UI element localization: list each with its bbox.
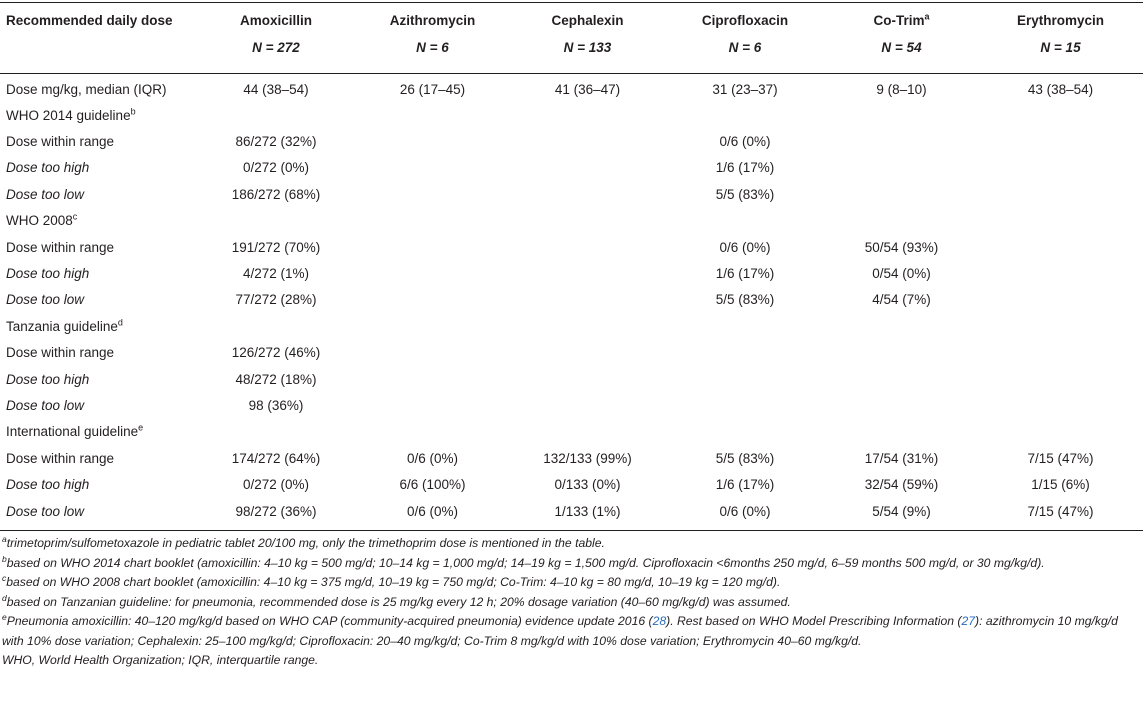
table-cell xyxy=(978,313,1143,339)
footnote-mark: a xyxy=(2,533,7,544)
header-label: Erythromycin xyxy=(1016,13,1105,28)
table-cell: 191/272 (70%) xyxy=(231,239,321,255)
row-label xyxy=(0,340,197,366)
row-label xyxy=(0,498,197,524)
table-cell xyxy=(355,419,510,445)
sample-size: N = 6 xyxy=(416,40,449,55)
table-cell: 5/5 (83%) xyxy=(715,450,775,466)
table-cell xyxy=(665,340,825,366)
column-header-n xyxy=(510,34,665,64)
table-cell: 126/272 (46%) xyxy=(231,345,321,361)
row-label xyxy=(0,64,197,102)
row-label-text: Tanzania guideline xyxy=(6,318,118,334)
table-cell: 98 (36%) xyxy=(248,397,304,413)
table-cell xyxy=(355,260,510,286)
table-cell: 132/133 (99%) xyxy=(543,450,632,466)
table-cell: 0/6 (0%) xyxy=(719,134,771,150)
header-label: Co-Trim xyxy=(873,13,925,28)
column-header-n xyxy=(355,34,510,64)
row-label xyxy=(0,181,197,207)
header-label: Recommended daily dose xyxy=(6,13,173,28)
row-label xyxy=(0,419,197,445)
table-cell: 174/272 (64%) xyxy=(231,450,321,466)
table-cell xyxy=(825,366,978,392)
row-label-text: Dose too low xyxy=(6,397,85,413)
table-row xyxy=(0,155,1143,181)
table-cell xyxy=(355,208,510,234)
table-cell xyxy=(510,260,665,286)
table-cell: 186/272 (68%) xyxy=(231,186,321,202)
table-cell: 1/6 (17%) xyxy=(715,160,775,176)
table-cell xyxy=(510,102,665,128)
table-row xyxy=(0,260,1143,286)
table-cell: 0/6 (0%) xyxy=(719,239,771,255)
row-label-text: Dose too high xyxy=(6,477,90,493)
table-cell xyxy=(510,340,665,366)
table-cell xyxy=(355,313,510,339)
table-row xyxy=(0,498,1143,524)
table-header xyxy=(0,3,1143,64)
footnote-e xyxy=(2,612,1138,651)
table-cell xyxy=(825,419,978,445)
table-cell xyxy=(978,208,1143,234)
table-cell: 0/272 (0%) xyxy=(242,160,310,176)
table-cell: 0/6 (0%) xyxy=(406,503,459,519)
table-row xyxy=(0,64,1143,102)
row-label xyxy=(0,392,197,418)
row-label-text: Dose too low xyxy=(6,503,85,519)
table-cell xyxy=(978,234,1143,260)
table-cell: 1/15 (6%) xyxy=(1031,477,1090,493)
footnote-text: ). Rest based on WHO Model Prescribing Information ( xyxy=(666,614,962,628)
table-cell xyxy=(510,392,665,418)
table-cell: 1/6 (17%) xyxy=(715,266,775,282)
footnote-mark: e xyxy=(2,611,7,622)
column-header-drug xyxy=(510,3,665,34)
table-cell xyxy=(665,208,825,234)
table-cell: 77/272 (28%) xyxy=(235,292,317,308)
table-cell xyxy=(355,392,510,418)
row-label xyxy=(0,102,197,128)
table-cell: 5/5 (83%) xyxy=(715,186,775,202)
table-cell xyxy=(825,181,978,207)
column-header-n xyxy=(0,34,197,64)
table-cell xyxy=(978,155,1143,181)
row-label-text: Dose within range xyxy=(6,450,115,466)
footnote-mark: b xyxy=(130,106,136,117)
row-label xyxy=(0,128,197,154)
table-cell xyxy=(510,366,665,392)
footnote-text: based on Tanzanian guideline: for pneumonia, recommended dose is 25 mg/kg every 12 h; 20% dosage variation (40–60 mg/kg/d) was assumed. xyxy=(6,594,791,609)
reference-link-27[interactable]: 27 xyxy=(961,614,976,628)
table-cell: 17/54 (31%) xyxy=(864,450,939,466)
table-cell xyxy=(197,313,355,339)
table-cell xyxy=(510,208,665,234)
table-cell xyxy=(825,102,978,128)
table-cell: 7/15 (47%) xyxy=(1027,503,1094,519)
footnote-mark: d xyxy=(2,592,7,603)
bottom-rule xyxy=(0,530,1143,531)
table-cell xyxy=(510,313,665,339)
table-cell xyxy=(978,260,1143,286)
table-cell: 98/272 (36%) xyxy=(235,503,317,519)
table-cell: 41 (36–47) xyxy=(554,81,621,97)
table-cell: 7/15 (47%) xyxy=(1027,450,1094,466)
table-cell xyxy=(510,419,665,445)
sample-size: N = 272 xyxy=(252,40,300,55)
sample-size: N = 15 xyxy=(1040,40,1081,55)
footnote-mark: c xyxy=(72,211,78,222)
row-label-text: Dose within range xyxy=(6,345,115,361)
row-label-text: Dose too low xyxy=(6,292,85,308)
table-cell xyxy=(825,313,978,339)
row-label-text: International guideline xyxy=(6,424,139,440)
table-cell xyxy=(665,419,825,445)
footnote-mark: a xyxy=(924,11,930,22)
table-cell xyxy=(978,287,1143,313)
table-footnotes xyxy=(2,534,1138,671)
table-cell: 1/133 (1%) xyxy=(554,503,621,519)
row-label-text: Dose too high xyxy=(6,371,90,387)
table-cell: 0/6 (0%) xyxy=(406,450,459,466)
table-cell xyxy=(197,102,355,128)
table-cell xyxy=(978,340,1143,366)
table-cell: 0/54 (0%) xyxy=(872,266,931,282)
footnote-d xyxy=(2,593,1138,613)
table-cell: 1/6 (17%) xyxy=(715,477,775,493)
row-label xyxy=(0,471,197,497)
footnote-text: ): azithromycin 10 mg/kg/d with 10% dose variation; Cephalexin: 25–100 mg/kg/d; Ciprofloxacin: 20–40 mg/kg/d; Co-Trim 8 mg/kg/d with 10% dose variation; Erythromycin 40–60 mg/kg/d. xyxy=(2,614,1118,648)
table-cell xyxy=(825,392,978,418)
table-cell xyxy=(825,208,978,234)
column-header-drug xyxy=(978,3,1143,34)
table-cell xyxy=(355,340,510,366)
table-cell xyxy=(825,340,978,366)
table-body xyxy=(0,64,1143,524)
footnote-abbreviations: WHO, World Health Organization; IQR, interquartile range. xyxy=(2,653,319,667)
table-cell xyxy=(510,287,665,313)
row-label-text: Dose within range xyxy=(6,239,115,255)
table-cell: 4/54 (7%) xyxy=(872,292,931,308)
table-cell xyxy=(355,234,510,260)
table-row xyxy=(0,392,1143,418)
footnote-a xyxy=(2,534,1138,554)
table-cell xyxy=(978,102,1143,128)
table-cell: 6/6 (100%) xyxy=(399,477,466,493)
dose-table xyxy=(0,3,1143,524)
table-row xyxy=(0,234,1143,260)
row-label-text: Dose too low xyxy=(6,186,85,202)
table-cell: 50/54 (93%) xyxy=(864,239,939,255)
table-row xyxy=(0,102,1143,128)
row-label xyxy=(0,313,197,339)
table-cell xyxy=(665,392,825,418)
table-cell xyxy=(978,419,1143,445)
table-cell: 5/54 (9%) xyxy=(872,503,931,519)
row-label xyxy=(0,366,197,392)
header-label: Amoxicillin xyxy=(239,13,312,28)
sample-size: N = 54 xyxy=(881,40,922,55)
footnote-text: based on WHO 2008 chart booklet (amoxicillin: 4–10 kg = 375 mg/d, 10–19 kg = 750 mg/d; Co-Trim: 4–10 kg = 80 mg/d, 10–19 kg = 120 mg/d). xyxy=(6,575,781,589)
footnote-mark: c xyxy=(2,572,7,583)
header-label: Azithromycin xyxy=(389,13,476,28)
table-cell xyxy=(355,287,510,313)
column-header-n xyxy=(197,34,355,64)
header-row-n xyxy=(0,34,1143,64)
row-label xyxy=(0,445,197,471)
column-header-n xyxy=(825,34,978,64)
row-label xyxy=(0,260,197,286)
table-cell xyxy=(978,128,1143,154)
table-cell: 4/272 (1%) xyxy=(242,266,310,282)
table-cell: 44 (38–54) xyxy=(243,81,309,97)
table-cell: 0/133 (0%) xyxy=(554,477,621,493)
table-row xyxy=(0,340,1143,366)
table-row xyxy=(0,287,1143,313)
table-cell xyxy=(510,234,665,260)
table-cell: 0/6 (0%) xyxy=(719,503,771,519)
table-cell xyxy=(510,128,665,154)
table-row xyxy=(0,445,1143,471)
table-cell xyxy=(978,181,1143,207)
column-header-n xyxy=(978,34,1143,64)
column-header-drug xyxy=(665,3,825,34)
sample-size: N = 6 xyxy=(728,40,762,55)
table-cell xyxy=(197,208,355,234)
table-cell xyxy=(355,366,510,392)
header-label: Ciprofloxacin xyxy=(701,13,789,28)
table-cell: 86/272 (32%) xyxy=(235,134,317,150)
reference-link-28[interactable]: 28 xyxy=(652,614,667,628)
footnote-text: Pneumonia amoxicillin: 40–120 mg/kg/d based on WHO CAP (community-acquired pneumonia) evidence update 2016 ( xyxy=(6,614,653,628)
table-cell xyxy=(355,128,510,154)
table-row xyxy=(0,208,1143,234)
table-cell xyxy=(978,392,1143,418)
table-row xyxy=(0,181,1143,207)
table-cell: 0/272 (0%) xyxy=(242,477,310,493)
table-cell xyxy=(510,181,665,207)
footnote-mark: e xyxy=(138,422,144,433)
footnote-text: based on WHO 2014 chart booklet (amoxicillin: 4–10 kg = 500 mg/d; 10–14 kg = 1,000 mg/d; 14–19 kg = 1,500 mg/d. Ciprofloxacin <6months 250 mg/d, 6–59 months 500 mg/d, or 30 mg/kg/d). xyxy=(6,555,1045,570)
table-row xyxy=(0,313,1143,339)
row-label xyxy=(0,208,197,234)
row-label xyxy=(0,155,197,181)
row-label xyxy=(0,234,197,260)
footnote-mark: b xyxy=(2,553,7,564)
table-cell: 48/272 (18%) xyxy=(235,371,317,387)
column-header-n xyxy=(665,34,825,64)
table-cell: 43 (38–54) xyxy=(1027,81,1094,97)
table-cell xyxy=(825,128,978,154)
column-header-drug xyxy=(355,3,510,34)
table-cell xyxy=(355,155,510,181)
table-cell xyxy=(978,366,1143,392)
table-row xyxy=(0,419,1143,445)
footnote-text: trimetoprim/sulfometoxazole in pediatric tablet 20/100 mg, only the trimethoprim dose is mentioned in the table. xyxy=(6,536,605,550)
row-label xyxy=(0,287,197,313)
table-cell: 5/5 (83%) xyxy=(715,292,775,308)
footnote-b xyxy=(2,554,1138,574)
sample-size: N = 133 xyxy=(563,40,612,55)
table-cell xyxy=(355,181,510,207)
table-cell xyxy=(197,419,355,445)
header-label: Cephalexin xyxy=(551,13,624,28)
column-header-drug xyxy=(197,3,355,34)
row-label-text: Dose within range xyxy=(6,134,115,150)
table-row xyxy=(0,471,1143,497)
column-header-drug xyxy=(825,3,978,34)
table-cell xyxy=(825,155,978,181)
header-row-drug xyxy=(0,3,1143,34)
row-label-text: Dose too high xyxy=(6,160,90,176)
table-cell xyxy=(665,313,825,339)
column-header-dose xyxy=(0,3,197,34)
table-cell xyxy=(510,155,665,181)
table-cell xyxy=(355,102,510,128)
row-label-text: Dose too high xyxy=(6,266,90,282)
table-cell: 32/54 (59%) xyxy=(864,477,939,493)
footnote-mark: d xyxy=(117,317,123,328)
table-cell xyxy=(665,366,825,392)
table-cell: 9 (8–10) xyxy=(876,81,927,97)
table-cell xyxy=(665,102,825,128)
row-label-text: Dose mg/kg, median (IQR) xyxy=(6,81,167,97)
footnote-c xyxy=(2,573,1138,593)
row-label-text: WHO 2014 guideline xyxy=(6,107,131,123)
table-row xyxy=(0,128,1143,154)
row-label-text: WHO 2008 xyxy=(6,213,73,229)
table-cell: 26 (17–45) xyxy=(399,81,466,97)
table-cell: 31 (23–37) xyxy=(712,81,778,97)
table-row xyxy=(0,366,1143,392)
